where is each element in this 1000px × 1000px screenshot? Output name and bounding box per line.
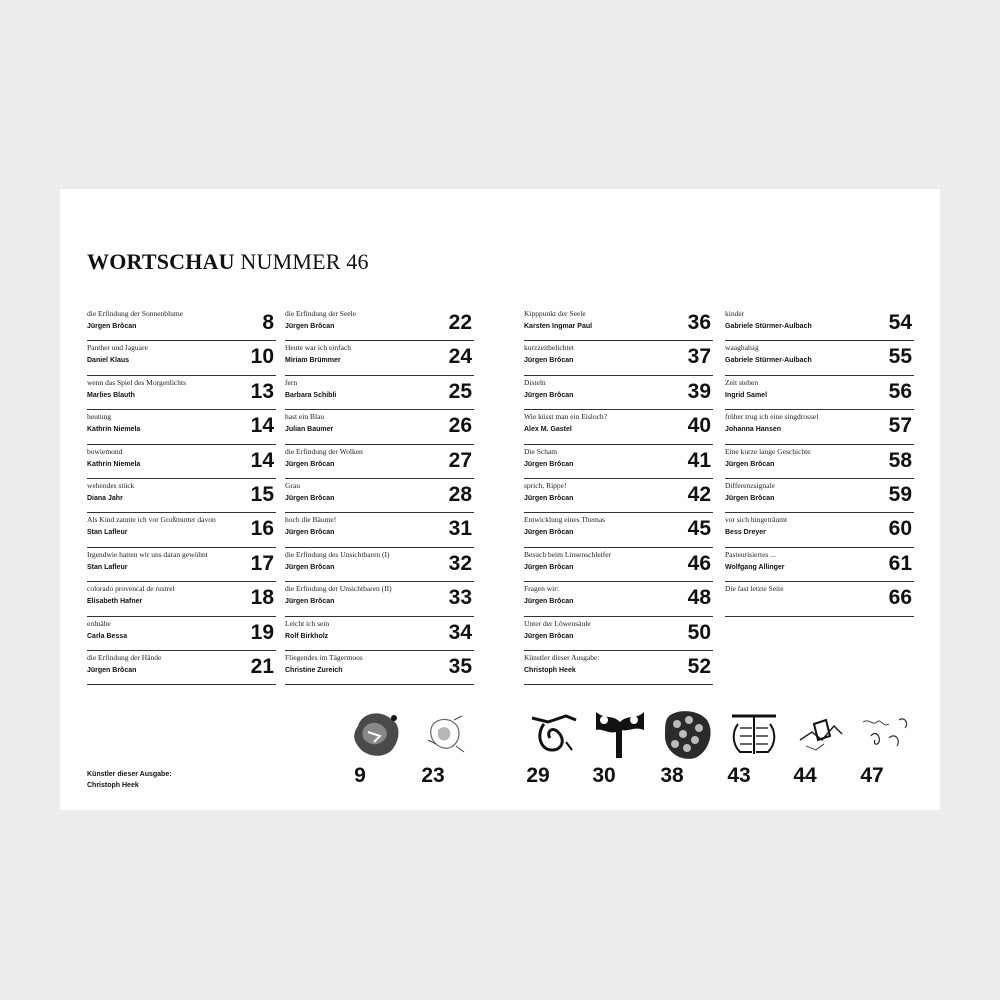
toc-entry-author: Marlies Blauth: [87, 391, 135, 399]
artwork-page-number: 30: [592, 764, 616, 787]
toc-entry-title: colorado provencal de rustrel: [87, 584, 175, 594]
toc-entry-title: Unter der Löwensäule: [524, 618, 591, 628]
toc-entry-title: kurzzeitbelichtet: [524, 343, 574, 353]
toc-entry-page-number: 33: [448, 586, 472, 610]
toc-entry-page-number: 22: [448, 311, 472, 334]
toc-entry-author: Jürgen Brôcan: [87, 323, 137, 330]
artwork-thumb-1: [350, 706, 406, 762]
toc-entry-author: Jürgen Brôcan: [725, 494, 775, 502]
artist-credit-label: Künstler dieser Ausgabe:: [87, 771, 172, 778]
toc-entry: [285, 582, 474, 616]
toc-entry-author: Kathrin Niemela: [87, 426, 141, 434]
toc-entry-title: die Erfindung des Unsichtbaren (I): [285, 549, 390, 559]
toc-entry-author: Jürgen Brôcan: [524, 460, 574, 468]
toc-entry-author: Johanna Hansen: [725, 426, 782, 434]
toc-entry-author: Jürgen Brôcan: [524, 391, 574, 399]
toc-entry-page-number: 18: [250, 586, 274, 610]
toc-entry-page-number: 27: [448, 448, 472, 472]
ink-loop-art: [526, 706, 582, 762]
toc-entry: [524, 582, 713, 616]
toc-entry-page-number: 21: [250, 654, 274, 678]
toc-entry: [87, 445, 276, 479]
toc-entry-title: Die Scham: [524, 446, 558, 456]
toc-entry: [524, 341, 713, 375]
toc-entry-author: Diana Jahr: [87, 494, 123, 502]
toc-entry-author: Stan Lafleur: [87, 529, 128, 537]
toc-entry-author: Christoph Heek: [524, 666, 576, 674]
toc-entry-page-number: 40: [687, 414, 711, 438]
toc-entry-title: Disteln: [524, 377, 546, 387]
ink-wire-art: [792, 706, 848, 762]
toc-entry: [524, 445, 713, 479]
toc-entry: [87, 582, 276, 616]
toc-entry-page-number: 19: [250, 620, 274, 644]
toc-entry: [285, 445, 474, 479]
toc-entry-page-number: 58: [888, 448, 912, 472]
toc-entry-page-number: 36: [687, 311, 711, 334]
toc-entry-page-number: 57: [888, 414, 912, 438]
toc-entry: [285, 376, 474, 410]
toc-entry-title: Kipppunkt der Seele: [524, 309, 586, 318]
toc-entry-page-number: 8: [262, 311, 274, 334]
toc-column-1: [87, 307, 276, 685]
toc-column-3: [524, 307, 713, 685]
toc-entry-author: Jürgen Brôcan: [524, 529, 574, 537]
artwork-page-number: 43: [727, 764, 751, 787]
title-rest: NUMMER 46: [240, 249, 369, 274]
artwork-thumb-4: [592, 706, 648, 762]
toc-entry-author: Jürgen Brôcan: [285, 563, 335, 571]
toc-entry: [725, 548, 914, 582]
toc-entry-title: wenn das Spiel des Morgenlichts: [87, 377, 187, 387]
toc-entry: [87, 617, 276, 651]
toc-entry-title: Besuch beim Linsenschleifer: [524, 549, 612, 559]
toc-entry-page-number: 14: [250, 414, 274, 438]
toc-entry-title: die Erfindung der Unsichtbaren (II): [285, 584, 392, 594]
toc-entry-title: Wie küsst man ein Eisloch?: [524, 412, 608, 422]
toc-entry-page-number: 26: [448, 414, 472, 438]
toc-entry-title: waaghalsig: [725, 343, 759, 353]
toc-entry-author: Jürgen Brôcan: [524, 598, 574, 606]
toc-entry: [725, 307, 914, 341]
toc-entry-title: die Erfindung der Wolken: [285, 446, 363, 456]
page-title: [87, 249, 369, 275]
toc-entry-page-number: 37: [687, 345, 711, 369]
toc-entry-author: Elisabeth Hafner: [87, 598, 143, 606]
toc-entry-title: vor sich hingeträumt: [725, 515, 788, 525]
toc-entry-author: Jürgen Brôcan: [285, 529, 335, 537]
toc-entry-author: Julian Baumer: [285, 426, 334, 434]
toc-entry: [524, 513, 713, 547]
toc-entry: [87, 513, 276, 547]
toc-entry: [87, 376, 276, 410]
artwork-page-number: 9: [354, 764, 366, 787]
toc-entry-page-number: 48: [687, 586, 711, 610]
toc-entry-page-number: 42: [687, 482, 711, 506]
toc-entry-title: Die fast letzte Seite: [725, 584, 784, 594]
toc-entry-author: Bess Dreyer: [725, 529, 766, 537]
toc-entry-title: Fliegendes im Tägermoos: [285, 652, 363, 662]
toc-entry-title: Fragen wir:: [524, 584, 559, 594]
toc-entry-title: bowiemond: [87, 446, 123, 456]
toc-entry-author: Wolfgang Allinger: [725, 563, 785, 571]
toc-entry-author: Jürgen Brôcan: [524, 632, 574, 640]
toc-entry-author: Jürgen Brôcan: [87, 666, 137, 674]
toc-entry: [524, 410, 713, 444]
toc-entry: [725, 376, 914, 410]
toc-entry: [285, 410, 474, 444]
toc-entry-author: Stan Lafleur: [87, 563, 128, 571]
artist-credit-name: Christoph Heek: [87, 782, 139, 789]
toc-entry-author: Carla Bessa: [87, 632, 128, 640]
toc-entry-author: Daniel Klaus: [87, 357, 130, 365]
toc-entry-title: Heute war ich einfach: [285, 343, 352, 353]
toc-entry-title: Irgendwie hatten wir uns daran gewöhnt: [87, 549, 208, 559]
toc-entry-page-number: 39: [687, 379, 711, 403]
toc-entry-title: Künstler dieser Ausgabe:: [524, 652, 600, 662]
artwork-page-number: 44: [793, 764, 817, 787]
toc-entry: [285, 479, 474, 513]
toc-entry-page-number: 28: [448, 482, 472, 506]
toc-entry: [524, 548, 713, 582]
toc-entry-title: die Erfindung der Seele: [285, 309, 357, 318]
toc-entry-author: Barbara Schibli: [285, 391, 337, 399]
toc-entry: [524, 651, 713, 685]
toc-entry-title: Leicht ich sein: [285, 618, 330, 628]
toc-entry-page-number: 60: [888, 517, 912, 541]
toc-entry: [725, 582, 914, 616]
toc-entry-page-number: 31: [448, 517, 472, 541]
toc-entry-title: heutung: [87, 412, 112, 422]
artist-credit: [87, 769, 172, 791]
toc-entry-author: Christine Zureich: [285, 666, 343, 674]
toc-entry-page-number: 16: [250, 517, 274, 541]
toc-entry-page-number: 54: [888, 311, 912, 334]
toc-entry-author: Miriam Brümmer: [285, 357, 341, 365]
toc-entry-title: wehendes stück: [87, 480, 135, 490]
toc-entry-title: Panther und Jaguare: [87, 343, 148, 353]
toc-entry-title: kinder: [725, 309, 745, 318]
toc-entry-author: Kathrin Niemela: [87, 460, 141, 468]
toc-entry: [725, 410, 914, 444]
toc-entry-author: Jürgen Brôcan: [524, 494, 574, 502]
artwork-thumb-6: [726, 706, 782, 762]
toc-entry-title: Eine kurze lange Geschichte: [725, 446, 811, 456]
toc-entry-title: Zeit stehen: [725, 377, 759, 387]
toc-entry-page-number: 52: [687, 654, 711, 678]
toc-entry-author: Jürgen Brôcan: [285, 494, 335, 502]
toc-entry: [87, 341, 276, 375]
toc-entry-title: hast ein Blau: [285, 412, 325, 422]
toc-entry-page-number: 32: [448, 551, 472, 575]
toc-entry: [87, 479, 276, 513]
ink-cluster-art: [659, 706, 715, 762]
toc-entry-page-number: 13: [250, 379, 274, 403]
toc-entry-title: hoch die Bäume!: [285, 515, 337, 525]
title-bold: WORTSCHAU: [87, 249, 235, 274]
toc-entry-author: Alex M. Gastel: [524, 426, 572, 434]
toc-column-2: [285, 307, 474, 685]
toc-entry-title: die Erfindung der Hände: [87, 652, 162, 662]
toc-entry-page-number: 17: [250, 551, 274, 575]
toc-entry: [285, 617, 474, 651]
toc-entry-author: Jürgen Brôcan: [524, 357, 574, 365]
toc-entry-title: Differenzsignale: [725, 480, 775, 490]
magazine-page: [60, 189, 940, 810]
toc-entry: [87, 410, 276, 444]
toc-entry-page-number: 35: [448, 654, 472, 678]
toc-entry-page-number: 50: [687, 620, 711, 644]
toc-entry-title: früher trug ich eine singdrossel: [725, 412, 819, 422]
toc-entry-title: Als Kind zannte ich vor Großmutter davon: [87, 515, 216, 525]
toc-entry: [285, 651, 474, 685]
toc-entry-author: Jürgen Brôcan: [524, 563, 574, 571]
toc-entry-author: Jürgen Brôcan: [725, 460, 775, 468]
artwork-page-number: 38: [660, 764, 684, 787]
toc-entry-author: Rolf Birkholz: [285, 632, 329, 640]
toc-entry-title: Grau: [285, 480, 300, 490]
artwork-thumb-3: [526, 706, 582, 762]
toc-entry-author: Gabriele Stürmer-Aulbach: [725, 357, 812, 365]
toc-entry: [524, 479, 713, 513]
toc-entry-title: Entwicklung eines Themas: [524, 515, 606, 525]
toc-entry-author: Karsten Ingmar Paul: [524, 323, 593, 330]
toc-entry: [285, 548, 474, 582]
toc-entry-page-number: 46: [687, 551, 711, 575]
toc-entry-title: sprich, Rippe!: [524, 480, 567, 490]
toc-entry: [87, 651, 276, 685]
toc-entry-title: die Erfindung der Sonnenblume: [87, 309, 184, 318]
toc-entry: [87, 307, 276, 341]
toc-entry-page-number: 15: [250, 482, 274, 506]
toc-entry-author: Jürgen Brôcan: [285, 460, 335, 468]
toc-entry: [87, 548, 276, 582]
toc-entry-page-number: 61: [888, 551, 912, 575]
toc-entry-page-number: 34: [448, 620, 472, 644]
toc-entry-page-number: 25: [448, 379, 472, 403]
toc-entry-page-number: 59: [888, 482, 912, 506]
toc-entry: [725, 445, 914, 479]
toc-entry-author: Jürgen Brôcan: [285, 323, 335, 330]
artwork-page-number: 29: [526, 764, 550, 787]
artwork-page-number: 23: [421, 764, 445, 787]
toc-entry: [285, 341, 474, 375]
toc-entry-title: erdnähe: [87, 618, 111, 628]
artwork-thumb-8: [859, 706, 915, 762]
ink-blot-art: [350, 706, 406, 762]
toc-entry: [524, 376, 713, 410]
toc-entry: [524, 617, 713, 651]
toc-entry-author: Ingrid Samel: [725, 391, 768, 399]
ink-tree-art: [592, 706, 648, 762]
toc-entry: [524, 307, 713, 341]
ink-scribble-art: [859, 706, 915, 762]
toc-entry-page-number: 41: [687, 448, 711, 472]
ink-ribcage-art: [726, 706, 782, 762]
toc-entry-page-number: 55: [888, 345, 912, 369]
toc-entry-title: fern: [285, 377, 298, 387]
artwork-thumb-5: [659, 706, 715, 762]
toc-entry-title: Pasteurisiertes ...: [725, 549, 776, 559]
ink-sketch-art: [418, 706, 474, 762]
artwork-thumb-2: [418, 706, 474, 762]
toc-entry-page-number: 45: [687, 517, 711, 541]
toc-entry-page-number: 10: [250, 345, 274, 369]
artwork-page-number: 47: [860, 764, 884, 787]
toc-column-4: [725, 307, 914, 617]
toc-entry-page-number: 66: [888, 586, 912, 610]
toc-entry: [725, 479, 914, 513]
toc-entry: [725, 513, 914, 547]
toc-entry: [725, 341, 914, 375]
toc-entry-author: Gabriele Stürmer-Aulbach: [725, 323, 812, 330]
artwork-thumb-7: [792, 706, 848, 762]
toc-entry: [285, 513, 474, 547]
toc-entry: [285, 307, 474, 341]
toc-entry-page-number: 14: [250, 448, 274, 472]
toc-entry-author: Jürgen Brôcan: [285, 598, 335, 606]
toc-entry-page-number: 24: [448, 345, 472, 369]
toc-entry-page-number: 56: [888, 379, 912, 403]
